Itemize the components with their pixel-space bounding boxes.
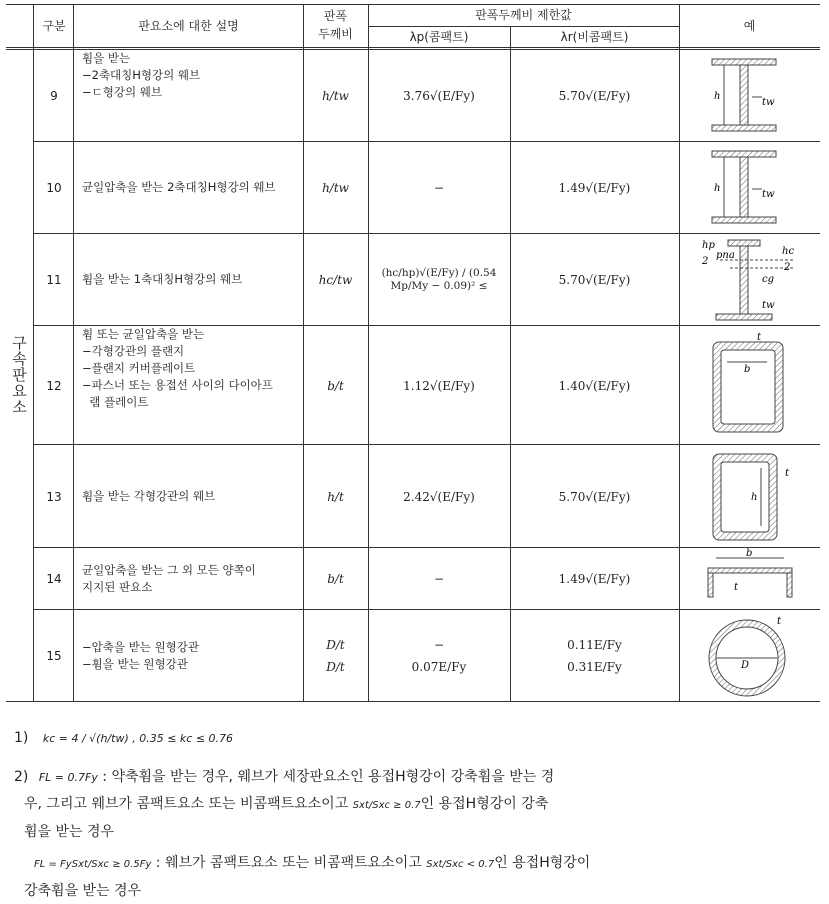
svg-text:tw: tw (762, 97, 775, 108)
row-9-desc: 휨을 받는 −2축대칭H형강의 웨브 −ㄷ형강의 웨브 (82, 51, 201, 99)
svg-text:b: b (744, 364, 751, 375)
row-13-ratio: h/t (327, 489, 344, 504)
header-gubun: 구분 (42, 19, 66, 33)
row-10-ratio: h/tw (322, 180, 349, 195)
pipe-figure-15 (705, 612, 800, 702)
row-10-lambda-p: − (433, 180, 445, 195)
row-15-ratio: D/t D/t (326, 638, 345, 674)
i-beam-figure-9 (700, 55, 800, 135)
row-14-lambda-p: − (433, 572, 445, 586)
row-12-desc: 휨 또는 균일압축을 받는 −각형강관의 플랜지 −플랜지 커버플레이트 −파스너 또는 용접선 사이의 다이아프 램 플레이트 (82, 327, 273, 409)
row-11-lambda-p: (hc/hp)√(E/Fy) / (0.54 Mp/My − 0.09)² ≤ (381, 266, 497, 292)
row-11-desc: 휨을 받는 1축대칭H형강의 웨브 (82, 272, 243, 286)
svg-text:t: t (777, 616, 782, 627)
row-14-number: 14 (46, 572, 62, 586)
svg-text:cg: cg (762, 274, 775, 285)
row-15-lambda-p: − 0.07E/Fy (411, 638, 467, 674)
svg-text:hp: hp (702, 240, 715, 251)
row-9-lambda-p: 3.76√(E/Fy) (403, 88, 475, 103)
box-section-figure-12 (705, 330, 795, 440)
row-15-number: 15 (46, 649, 62, 663)
row-9-ratio: h/tw (322, 88, 349, 103)
svg-text:h: h (714, 183, 721, 194)
header-example: 예 (743, 19, 756, 33)
row-11-number: 11 (46, 272, 62, 287)
row-13-desc: 휨을 받는 각형강관의 웨브 (82, 489, 216, 503)
svg-text:2: 2 (784, 262, 791, 273)
row-13-lambda-p: 2.42√(E/Fy) (403, 489, 475, 504)
svg-text:pna: pna (716, 250, 735, 261)
header-limit: 판폭두께비 제한값 (475, 8, 572, 22)
svg-text:tw: tw (762, 189, 775, 200)
svg-text:b: b (746, 548, 753, 559)
svg-text:hc: hc (782, 246, 795, 257)
row-10-lambda-r: 1.49√(E/Fy) (558, 180, 631, 195)
mono-i-beam-figure-11 (700, 236, 805, 326)
row-10-desc: 균일압축을 받는 2축대칭H형강의 웨브 (82, 180, 276, 194)
plate-figure-14 (700, 548, 805, 603)
box-section-figure-13 (705, 450, 800, 545)
row-10-number: 10 (46, 180, 62, 195)
row-12-lambda-r: 1.40√(E/Fy) (558, 378, 631, 393)
row-12-lambda-p: 1.12√(E/Fy) (403, 378, 475, 393)
note-3: FL = FySxt/Sxc ≥ 0.5Fy : 웨브가 콤팩트요소 또는 비콤팩트요소이고 Sxt/Sxc < 0.7인 용접H형강이 강축휨을 받는 경우 (24, 855, 591, 899)
row-12-number: 12 (46, 378, 62, 393)
row-11-lambda-r: 5.70√(E/Fy) (558, 272, 631, 287)
header-ratio-top: 판폭 (323, 9, 348, 23)
note-1: 1) kc = 4 / √(h/tw) , 0.35 ≤ kc ≤ 0.76 (14, 730, 234, 746)
note-2: 2) FL = 0.7Fy : 약축휨을 받는 경우, 웨브가 세장판요소인 용접H형강이 강축휨을 받는 경 우, 그리고 웨브가 콤팩트요소 또는 비콤팩트요소이고 Sxt/Sxc ≥ 0.7인 용접H형강이 강축 휨을 받는 경우 (14, 769, 555, 840)
i-beam-figure-10 (700, 147, 800, 227)
header-lambda-r: λr(비콤팩트) (560, 30, 629, 44)
svg-text:D: D (741, 660, 750, 671)
svg-text:h: h (714, 91, 721, 102)
row-13-number: 13 (46, 489, 62, 504)
svg-text:t: t (785, 468, 790, 479)
svg-text:tw: tw (762, 300, 775, 311)
row-14-ratio: b/t (327, 572, 344, 586)
row-12-ratio: b/t (327, 378, 344, 393)
svg-text:t: t (734, 582, 739, 593)
side-label: 구속판요소 (10, 335, 28, 415)
row-14-desc: 균일압축을 받는 그 외 모든 양쪽이 지지된 판요소 (82, 563, 256, 594)
row-9-lambda-r: 5.70√(E/Fy) (558, 88, 631, 103)
svg-text:2: 2 (702, 256, 709, 267)
svg-text:h: h (751, 492, 758, 503)
row-13-lambda-r: 5.70√(E/Fy) (558, 489, 631, 504)
row-11-ratio: hc/tw (318, 272, 353, 287)
row-15-lambda-r: 0.11E/Fy 0.31E/Fy (567, 638, 622, 674)
row-15-desc: −압축을 받는 원형강관 −휨을 받는 원형강관 (82, 640, 199, 671)
header-lambda-p: λp(콤팩트) (409, 30, 469, 44)
row-14-lambda-r: 1.49√(E/Fy) (558, 572, 631, 586)
svg-text:t: t (757, 332, 762, 343)
header-desc: 판요소에 대한 설명 (138, 19, 239, 33)
row-9-number: 9 (50, 88, 58, 103)
header-ratio-bottom: 두께비 (318, 27, 353, 41)
